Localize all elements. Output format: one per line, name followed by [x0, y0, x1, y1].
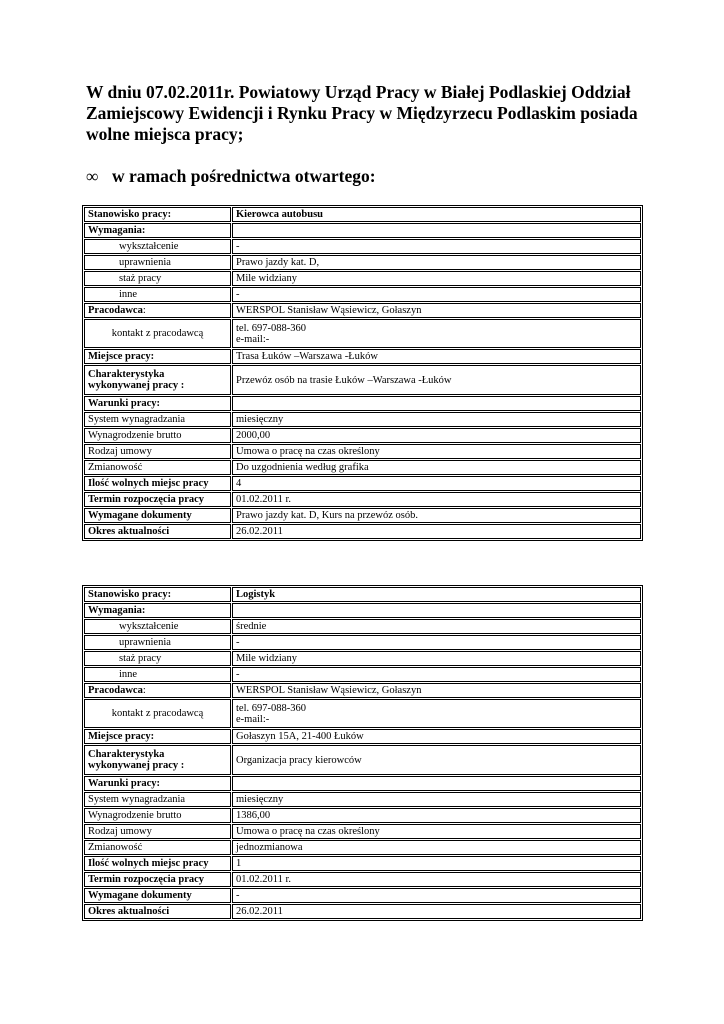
row-wynagrodzenie	[84, 428, 641, 443]
row-rodzaj	[84, 444, 641, 459]
row-okres	[84, 524, 641, 539]
row-staz	[84, 651, 641, 666]
value-miejsce: Gołaszyn 15A, 21-400 Łuków	[232, 729, 641, 744]
row-stanowisko	[84, 207, 641, 222]
label-pracodawca-colon: :	[142, 685, 146, 696]
page-heading: W dniu 07.02.2011r. Powiatowy Urząd Pracy w Białej Podlaskiej Oddział Zamiejscowy Ewidencji i Rynku Pracy w Międzyrzecu Podlaskim posiada wolne miejsca pracy;	[86, 82, 638, 144]
value-kontakt	[232, 319, 641, 348]
label-rodzaj: Rodzaj umowy	[84, 824, 231, 839]
row-pracodawca	[84, 683, 641, 698]
row-charakterystyka	[84, 745, 641, 775]
row-uprawnienia	[84, 255, 641, 270]
label-pracodawca-colon: :	[142, 305, 146, 316]
label-pracodawca	[84, 303, 231, 318]
value-wynagrodzenie: 1386,00	[232, 808, 641, 823]
row-wymagania	[84, 603, 641, 618]
value-rodzaj: Umowa o pracę na czas określony	[232, 824, 641, 839]
value-termin: 01.02.2011 r.	[232, 872, 641, 887]
infinity-bullet-icon: ∞	[86, 166, 99, 186]
value-staz: Mile widziany	[232, 651, 641, 666]
value-stanowisko: Logistyk	[232, 587, 641, 602]
row-wynagrodzenie	[84, 808, 641, 823]
label-wyksztalcenie: wykształcenie	[84, 619, 231, 634]
value-kontakt-tel: tel. 697-088-360	[236, 322, 306, 334]
value-dokumenty: Prawo jazdy kat. D, Kurs na przewóz osób.	[232, 508, 641, 523]
row-kontakt	[84, 699, 641, 728]
label-kontakt: kontakt z pracodawcą	[84, 699, 231, 728]
value-zmianowosc: jednozmianowa	[232, 840, 641, 855]
row-dokumenty	[84, 888, 641, 903]
label-dokumenty: Wymagane dokumenty	[84, 888, 231, 903]
label-inne: inne	[84, 667, 231, 682]
row-termin	[84, 492, 641, 507]
row-staz	[84, 271, 641, 286]
value-inne: -	[232, 287, 641, 302]
value-wyksztalcenie: -	[232, 239, 641, 254]
label-termin: Termin rozpoczęcia pracy	[84, 492, 231, 507]
value-okres: 26.02.2011	[232, 524, 641, 539]
row-charakterystyka	[84, 365, 641, 395]
label-inne: inne	[84, 287, 231, 302]
label-dokumenty: Wymagane dokumenty	[84, 508, 231, 523]
value-inne: -	[232, 667, 641, 682]
row-zmianowosc	[84, 840, 641, 855]
label-stanowisko: Stanowisko pracy:	[84, 207, 231, 222]
value-wymagania-empty	[232, 223, 641, 238]
label-ilosc: Ilość wolnych miejsc pracy	[84, 476, 231, 491]
label-pracodawca	[84, 683, 231, 698]
label-wynagrodzenie: Wynagrodzenie brutto	[84, 428, 231, 443]
label-uprawnienia: uprawnienia	[84, 635, 231, 650]
value-warunki-empty	[232, 396, 641, 411]
row-miejsce	[84, 729, 641, 744]
value-miejsce: Trasa Łuków –Warszawa -Łuków	[232, 349, 641, 364]
label-zmianowosc: Zmianowość	[84, 460, 231, 475]
label-wyksztalcenie: wykształcenie	[84, 239, 231, 254]
label-wymagania: Wymagania:	[84, 603, 231, 618]
row-zmianowosc	[84, 460, 641, 475]
label-wymagania: Wymagania:	[84, 223, 231, 238]
value-kontakt-email: e-mail:-	[236, 713, 270, 725]
label-wynagrodzenie: Wynagrodzenie brutto	[84, 808, 231, 823]
value-uprawnienia: Prawo jazdy kat. D,	[232, 255, 641, 270]
section-subheading	[86, 166, 376, 187]
row-kontakt	[84, 319, 641, 348]
label-staz: staż pracy	[84, 271, 231, 286]
value-staz: Mile widziany	[232, 271, 641, 286]
row-wymagania	[84, 223, 641, 238]
label-pracodawca-text: Pracodawca	[88, 305, 143, 316]
label-ilosc: Ilość wolnych miejsc pracy	[84, 856, 231, 871]
row-system	[84, 792, 641, 807]
row-inne	[84, 287, 641, 302]
value-rodzaj: Umowa o pracę na czas określony	[232, 444, 641, 459]
row-ilosc	[84, 476, 641, 491]
value-dokumenty: -	[232, 888, 641, 903]
row-uprawnienia	[84, 635, 641, 650]
label-staz: staż pracy	[84, 651, 231, 666]
value-zmianowosc: Do uzgodnienia według grafika	[232, 460, 641, 475]
value-ilosc: 1	[232, 856, 641, 871]
label-charakterystyka: Charakterystyka wykonywanej pracy :	[84, 745, 231, 775]
value-charakterystyka: Organizacja pracy kierowców	[232, 745, 641, 775]
row-warunki	[84, 396, 641, 411]
label-kontakt: kontakt z pracodawcą	[84, 319, 231, 348]
row-rodzaj	[84, 824, 641, 839]
value-stanowisko: Kierowca autobusu	[232, 207, 641, 222]
row-dokumenty	[84, 508, 641, 523]
row-okres	[84, 904, 641, 919]
label-uprawnienia: uprawnienia	[84, 255, 231, 270]
value-wynagrodzenie: 2000,00	[232, 428, 641, 443]
label-warunki: Warunki pracy:	[84, 396, 231, 411]
label-pracodawca-text: Pracodawca	[88, 685, 143, 696]
label-miejsce: Miejsce pracy:	[84, 349, 231, 364]
row-stanowisko	[84, 587, 641, 602]
value-pracodawca: WERSPOL Stanisław Wąsiewicz, Gołaszyn	[232, 303, 641, 318]
value-system: miesięczny	[232, 792, 641, 807]
job-offer-table-2	[82, 585, 643, 921]
job-offer-table-1	[82, 205, 643, 541]
value-charakterystyka: Przewóz osób na trasie Łuków –Warszawa -Łuków	[232, 365, 641, 395]
label-warunki: Warunki pracy:	[84, 776, 231, 791]
label-system: System wynagradzania	[84, 412, 231, 427]
row-wyksztalcenie	[84, 619, 641, 634]
row-warunki	[84, 776, 641, 791]
label-rodzaj: Rodzaj umowy	[84, 444, 231, 459]
row-inne	[84, 667, 641, 682]
row-termin	[84, 872, 641, 887]
value-wyksztalcenie: średnie	[232, 619, 641, 634]
value-okres: 26.02.2011	[232, 904, 641, 919]
value-kontakt	[232, 699, 641, 728]
label-okres: Okres aktualności	[84, 904, 231, 919]
row-pracodawca	[84, 303, 641, 318]
row-wyksztalcenie	[84, 239, 641, 254]
row-system	[84, 412, 641, 427]
value-ilosc: 4	[232, 476, 641, 491]
value-warunki-empty	[232, 776, 641, 791]
subheading-text: w ramach pośrednictwa otwartego:	[112, 166, 376, 186]
label-system: System wynagradzania	[84, 792, 231, 807]
value-kontakt-email: e-mail:-	[236, 333, 270, 345]
value-system: miesięczny	[232, 412, 641, 427]
row-miejsce	[84, 349, 641, 364]
label-termin: Termin rozpoczęcia pracy	[84, 872, 231, 887]
row-ilosc	[84, 856, 641, 871]
label-okres: Okres aktualności	[84, 524, 231, 539]
value-wymagania-empty	[232, 603, 641, 618]
label-miejsce: Miejsce pracy:	[84, 729, 231, 744]
label-charakterystyka: Charakterystyka wykonywanej pracy :	[84, 365, 231, 395]
label-zmianowosc: Zmianowość	[84, 840, 231, 855]
value-uprawnienia: -	[232, 635, 641, 650]
value-pracodawca: WERSPOL Stanisław Wąsiewicz, Gołaszyn	[232, 683, 641, 698]
label-stanowisko: Stanowisko pracy:	[84, 587, 231, 602]
value-kontakt-tel: tel. 697-088-360	[236, 702, 306, 714]
value-termin: 01.02.2011 r.	[232, 492, 641, 507]
